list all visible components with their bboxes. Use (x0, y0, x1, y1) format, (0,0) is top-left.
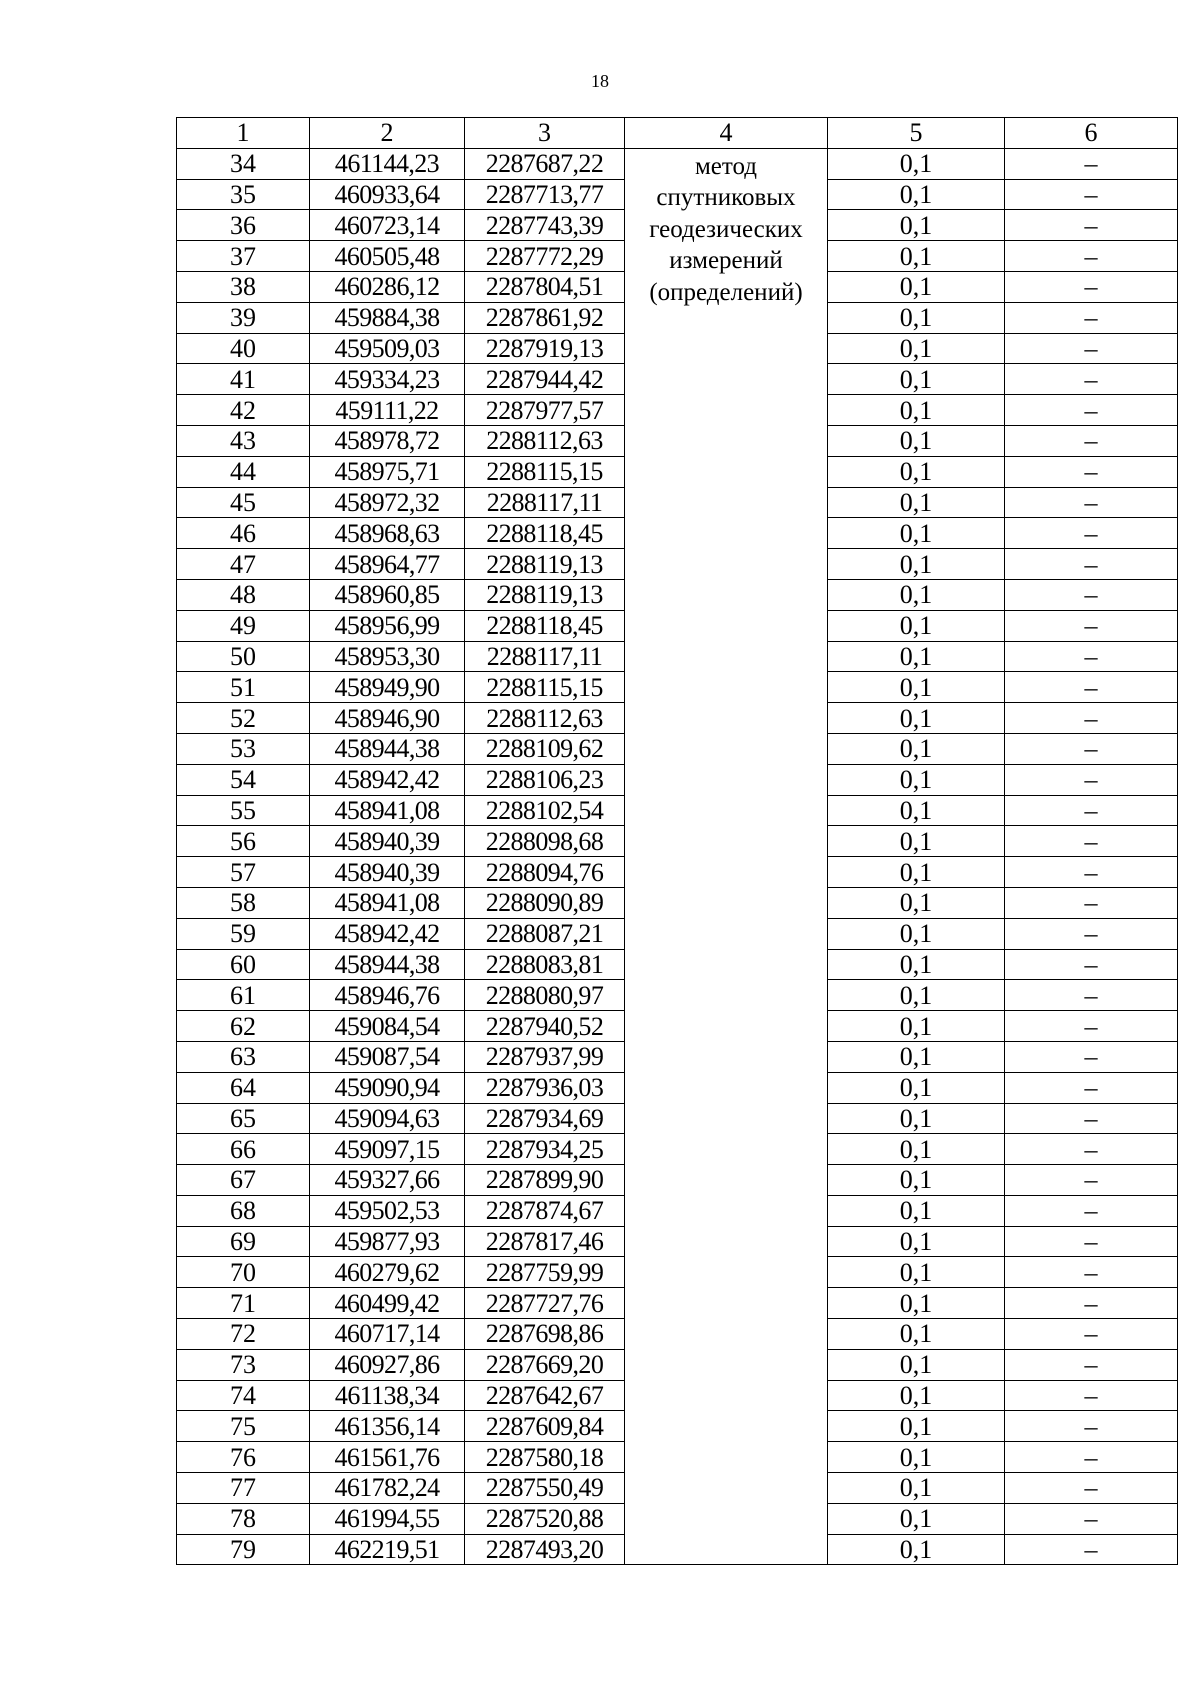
dash-cell: – (1005, 579, 1178, 610)
y-coordinate-cell: 2287520,88 (465, 1503, 625, 1534)
point-number-cell: 37 (177, 241, 310, 272)
accuracy-cell: 0,1 (828, 1442, 1005, 1473)
point-number-cell: 40 (177, 333, 310, 364)
dash-cell: – (1005, 1288, 1178, 1319)
dash-cell: – (1005, 395, 1178, 426)
accuracy-cell: 0,1 (828, 1134, 1005, 1165)
accuracy-cell: 0,1 (828, 1195, 1005, 1226)
y-coordinate-cell: 2287698,86 (465, 1319, 625, 1350)
x-coordinate-cell: 460279,62 (310, 1257, 465, 1288)
dash-cell: – (1005, 672, 1178, 703)
y-coordinate-cell: 2287550,49 (465, 1473, 625, 1504)
point-number-cell: 58 (177, 887, 310, 918)
dash-cell: – (1005, 918, 1178, 949)
y-coordinate-cell: 2287609,84 (465, 1411, 625, 1442)
y-coordinate-cell: 2288117,11 (465, 641, 625, 672)
y-coordinate-cell: 2288080,97 (465, 980, 625, 1011)
dash-cell: – (1005, 518, 1178, 549)
y-coordinate-cell: 2288098,68 (465, 826, 625, 857)
dash-cell: – (1005, 703, 1178, 734)
y-coordinate-cell: 2288118,45 (465, 518, 625, 549)
x-coordinate-cell: 458946,90 (310, 703, 465, 734)
y-coordinate-cell: 2287817,46 (465, 1226, 625, 1257)
y-coordinate-cell: 2288112,63 (465, 425, 625, 456)
x-coordinate-cell: 461994,55 (310, 1503, 465, 1534)
header-cell: 3 (465, 118, 625, 149)
x-coordinate-cell: 462219,51 (310, 1534, 465, 1565)
x-coordinate-cell: 461144,23 (310, 148, 465, 179)
x-coordinate-cell: 458941,08 (310, 887, 465, 918)
y-coordinate-cell: 2287669,20 (465, 1349, 625, 1380)
y-coordinate-cell: 2287940,52 (465, 1011, 625, 1042)
y-coordinate-cell: 2288119,13 (465, 549, 625, 580)
x-coordinate-cell: 460927,86 (310, 1349, 465, 1380)
x-coordinate-cell: 459884,38 (310, 302, 465, 333)
x-coordinate-cell: 460499,42 (310, 1288, 465, 1319)
dash-cell: – (1005, 1041, 1178, 1072)
point-number-cell: 53 (177, 733, 310, 764)
accuracy-cell: 0,1 (828, 148, 1005, 179)
table-row (177, 148, 1178, 179)
point-number-cell: 69 (177, 1226, 310, 1257)
dash-cell: – (1005, 764, 1178, 795)
header-cell: 5 (828, 118, 1005, 149)
point-number-cell: 44 (177, 456, 310, 487)
x-coordinate-cell: 458972,32 (310, 487, 465, 518)
y-coordinate-cell: 2287937,99 (465, 1041, 625, 1072)
dash-cell: – (1005, 1103, 1178, 1134)
x-coordinate-cell: 459094,63 (310, 1103, 465, 1134)
dash-cell: – (1005, 271, 1178, 302)
accuracy-cell: 0,1 (828, 333, 1005, 364)
accuracy-cell: 0,1 (828, 549, 1005, 580)
x-coordinate-cell: 459509,03 (310, 333, 465, 364)
point-number-cell: 48 (177, 579, 310, 610)
point-number-cell: 41 (177, 364, 310, 395)
dash-cell: – (1005, 1011, 1178, 1042)
accuracy-cell: 0,1 (828, 949, 1005, 980)
x-coordinate-cell: 459087,54 (310, 1041, 465, 1072)
accuracy-cell: 0,1 (828, 887, 1005, 918)
x-coordinate-cell: 458978,72 (310, 425, 465, 456)
dash-cell: – (1005, 1165, 1178, 1196)
y-coordinate-cell: 2287899,90 (465, 1165, 625, 1196)
x-coordinate-cell: 459502,53 (310, 1195, 465, 1226)
y-coordinate-cell: 2288109,62 (465, 733, 625, 764)
point-number-cell: 66 (177, 1134, 310, 1165)
dash-cell: – (1005, 148, 1178, 179)
y-coordinate-cell: 2287493,20 (465, 1534, 625, 1565)
page-number: 18 (591, 71, 609, 91)
y-coordinate-cell: 2287936,03 (465, 1072, 625, 1103)
table-body (177, 118, 1178, 1565)
coordinates-table (176, 117, 1178, 1565)
y-coordinate-cell: 2287804,51 (465, 271, 625, 302)
method-line: геодезических (649, 215, 803, 243)
dash-cell: – (1005, 487, 1178, 518)
accuracy-cell: 0,1 (828, 703, 1005, 734)
dash-cell: – (1005, 302, 1178, 333)
accuracy-cell: 0,1 (828, 1411, 1005, 1442)
x-coordinate-cell: 458944,38 (310, 949, 465, 980)
accuracy-cell: 0,1 (828, 1319, 1005, 1350)
accuracy-cell: 0,1 (828, 579, 1005, 610)
y-coordinate-cell: 2287743,39 (465, 210, 625, 241)
dash-cell: – (1005, 1195, 1178, 1226)
accuracy-cell: 0,1 (828, 1349, 1005, 1380)
dash-cell: – (1005, 1442, 1178, 1473)
method-cell (625, 148, 828, 1565)
x-coordinate-cell: 458946,76 (310, 980, 465, 1011)
y-coordinate-cell: 2287919,13 (465, 333, 625, 364)
point-number-cell: 62 (177, 1011, 310, 1042)
dash-cell: – (1005, 1503, 1178, 1534)
accuracy-cell: 0,1 (828, 456, 1005, 487)
point-number-cell: 70 (177, 1257, 310, 1288)
accuracy-cell: 0,1 (828, 918, 1005, 949)
point-number-cell: 45 (177, 487, 310, 518)
dash-cell: – (1005, 980, 1178, 1011)
accuracy-cell: 0,1 (828, 1534, 1005, 1565)
y-coordinate-cell: 2288090,89 (465, 887, 625, 918)
y-coordinate-cell: 2287580,18 (465, 1442, 625, 1473)
y-coordinate-cell: 2287977,57 (465, 395, 625, 426)
y-coordinate-cell: 2287687,22 (465, 148, 625, 179)
point-number-cell: 61 (177, 980, 310, 1011)
point-number-cell: 51 (177, 672, 310, 703)
dash-cell: – (1005, 425, 1178, 456)
dash-cell: – (1005, 795, 1178, 826)
dash-cell: – (1005, 210, 1178, 241)
y-coordinate-cell: 2288094,76 (465, 857, 625, 888)
x-coordinate-cell: 458941,08 (310, 795, 465, 826)
point-number-cell: 67 (177, 1165, 310, 1196)
accuracy-cell: 0,1 (828, 487, 1005, 518)
method-line: спутниковых (656, 184, 796, 212)
dash-cell: – (1005, 1534, 1178, 1565)
x-coordinate-cell: 459111,22 (310, 395, 465, 426)
y-coordinate-cell: 2288118,45 (465, 610, 625, 641)
y-coordinate-cell: 2288115,15 (465, 672, 625, 703)
y-coordinate-cell: 2288087,21 (465, 918, 625, 949)
point-number-cell: 64 (177, 1072, 310, 1103)
accuracy-cell: 0,1 (828, 610, 1005, 641)
method-line: (определений) (649, 278, 803, 306)
x-coordinate-cell: 458975,71 (310, 456, 465, 487)
accuracy-cell: 0,1 (828, 271, 1005, 302)
dash-cell: – (1005, 241, 1178, 272)
point-number-cell: 36 (177, 210, 310, 241)
point-number-cell: 72 (177, 1319, 310, 1350)
x-coordinate-cell: 458953,30 (310, 641, 465, 672)
x-coordinate-cell: 459084,54 (310, 1011, 465, 1042)
x-coordinate-cell: 458940,39 (310, 857, 465, 888)
point-number-cell: 65 (177, 1103, 310, 1134)
point-number-cell: 59 (177, 918, 310, 949)
accuracy-cell: 0,1 (828, 1288, 1005, 1319)
accuracy-cell: 0,1 (828, 733, 1005, 764)
accuracy-cell: 0,1 (828, 1380, 1005, 1411)
x-coordinate-cell: 458942,42 (310, 764, 465, 795)
point-number-cell: 76 (177, 1442, 310, 1473)
accuracy-cell: 0,1 (828, 764, 1005, 795)
accuracy-cell: 0,1 (828, 1226, 1005, 1257)
y-coordinate-cell: 2288115,15 (465, 456, 625, 487)
dash-cell: – (1005, 1380, 1178, 1411)
y-coordinate-cell: 2288117,11 (465, 487, 625, 518)
point-number-cell: 78 (177, 1503, 310, 1534)
x-coordinate-cell: 461561,76 (310, 1442, 465, 1473)
y-coordinate-cell: 2288112,63 (465, 703, 625, 734)
accuracy-cell: 0,1 (828, 302, 1005, 333)
accuracy-cell: 0,1 (828, 1011, 1005, 1042)
point-number-cell: 77 (177, 1473, 310, 1504)
x-coordinate-cell: 459327,66 (310, 1165, 465, 1196)
x-coordinate-cell: 460717,14 (310, 1319, 465, 1350)
point-number-cell: 56 (177, 826, 310, 857)
accuracy-cell: 0,1 (828, 857, 1005, 888)
x-coordinate-cell: 458942,42 (310, 918, 465, 949)
x-coordinate-cell: 458964,77 (310, 549, 465, 580)
accuracy-cell: 0,1 (828, 980, 1005, 1011)
x-coordinate-cell: 459877,93 (310, 1226, 465, 1257)
accuracy-cell: 0,1 (828, 1103, 1005, 1134)
dash-cell: – (1005, 456, 1178, 487)
x-coordinate-cell: 459334,23 (310, 364, 465, 395)
point-number-cell: 35 (177, 179, 310, 210)
point-number-cell: 71 (177, 1288, 310, 1319)
accuracy-cell: 0,1 (828, 241, 1005, 272)
accuracy-cell: 0,1 (828, 210, 1005, 241)
accuracy-cell: 0,1 (828, 1165, 1005, 1196)
point-number-cell: 57 (177, 857, 310, 888)
dash-cell: – (1005, 733, 1178, 764)
dash-cell: – (1005, 179, 1178, 210)
dash-cell: – (1005, 610, 1178, 641)
x-coordinate-cell: 458949,90 (310, 672, 465, 703)
x-coordinate-cell: 461138,34 (310, 1380, 465, 1411)
point-number-cell: 34 (177, 148, 310, 179)
dash-cell: – (1005, 1072, 1178, 1103)
point-number-cell: 74 (177, 1380, 310, 1411)
accuracy-cell: 0,1 (828, 1503, 1005, 1534)
y-coordinate-cell: 2287713,77 (465, 179, 625, 210)
point-number-cell: 50 (177, 641, 310, 672)
point-number-cell: 43 (177, 425, 310, 456)
accuracy-cell: 0,1 (828, 425, 1005, 456)
point-number-cell: 60 (177, 949, 310, 980)
accuracy-cell: 0,1 (828, 395, 1005, 426)
y-coordinate-cell: 2288083,81 (465, 949, 625, 980)
point-number-cell: 42 (177, 395, 310, 426)
accuracy-cell: 0,1 (828, 518, 1005, 549)
header-cell: 6 (1005, 118, 1178, 149)
x-coordinate-cell: 461782,24 (310, 1473, 465, 1504)
y-coordinate-cell: 2287861,92 (465, 302, 625, 333)
header-row (177, 118, 1178, 149)
y-coordinate-cell: 2287934,69 (465, 1103, 625, 1134)
dash-cell: – (1005, 826, 1178, 857)
dash-cell: – (1005, 887, 1178, 918)
x-coordinate-cell: 460505,48 (310, 241, 465, 272)
header-cell: 1 (177, 118, 310, 149)
x-coordinate-cell: 459090,94 (310, 1072, 465, 1103)
dash-cell: – (1005, 857, 1178, 888)
point-number-cell: 55 (177, 795, 310, 826)
point-number-cell: 54 (177, 764, 310, 795)
dash-cell: – (1005, 1319, 1178, 1350)
dash-cell: – (1005, 364, 1178, 395)
method-line: измерений (669, 247, 783, 275)
y-coordinate-cell: 2287642,67 (465, 1380, 625, 1411)
y-coordinate-cell: 2287727,76 (465, 1288, 625, 1319)
x-coordinate-cell: 460286,12 (310, 271, 465, 302)
dash-cell: – (1005, 1473, 1178, 1504)
accuracy-cell: 0,1 (828, 641, 1005, 672)
x-coordinate-cell: 458944,38 (310, 733, 465, 764)
dash-cell: – (1005, 641, 1178, 672)
accuracy-cell: 0,1 (828, 826, 1005, 857)
y-coordinate-cell: 2287772,29 (465, 241, 625, 272)
x-coordinate-cell: 459097,15 (310, 1134, 465, 1165)
point-number-cell: 75 (177, 1411, 310, 1442)
point-number-cell: 79 (177, 1534, 310, 1565)
accuracy-cell: 0,1 (828, 795, 1005, 826)
accuracy-cell: 0,1 (828, 1072, 1005, 1103)
y-coordinate-cell: 2288119,13 (465, 579, 625, 610)
x-coordinate-cell: 458960,85 (310, 579, 465, 610)
dash-cell: – (1005, 333, 1178, 364)
dash-cell: – (1005, 549, 1178, 580)
point-number-cell: 49 (177, 610, 310, 641)
y-coordinate-cell: 2288102,54 (465, 795, 625, 826)
y-coordinate-cell: 2287759,99 (465, 1257, 625, 1288)
dash-cell: – (1005, 1134, 1178, 1165)
dash-cell: – (1005, 1349, 1178, 1380)
x-coordinate-cell: 458968,63 (310, 518, 465, 549)
point-number-cell: 73 (177, 1349, 310, 1380)
accuracy-cell: 0,1 (828, 1257, 1005, 1288)
dash-cell: – (1005, 949, 1178, 980)
method-line: метод (694, 152, 757, 180)
accuracy-cell: 0,1 (828, 179, 1005, 210)
point-number-cell: 68 (177, 1195, 310, 1226)
point-number-cell: 63 (177, 1041, 310, 1072)
x-coordinate-cell: 460723,14 (310, 210, 465, 241)
y-coordinate-cell: 2287934,25 (465, 1134, 625, 1165)
dash-cell: – (1005, 1226, 1178, 1257)
x-coordinate-cell: 458940,39 (310, 826, 465, 857)
header-cell: 4 (625, 118, 828, 149)
dash-cell: – (1005, 1257, 1178, 1288)
x-coordinate-cell: 458956,99 (310, 610, 465, 641)
y-coordinate-cell: 2287944,42 (465, 364, 625, 395)
point-number-cell: 47 (177, 549, 310, 580)
header-cell: 2 (310, 118, 465, 149)
accuracy-cell: 0,1 (828, 1473, 1005, 1504)
point-number-cell: 46 (177, 518, 310, 549)
y-coordinate-cell: 2288106,23 (465, 764, 625, 795)
accuracy-cell: 0,1 (828, 672, 1005, 703)
accuracy-cell: 0,1 (828, 1041, 1005, 1072)
x-coordinate-cell: 461356,14 (310, 1411, 465, 1442)
point-number-cell: 38 (177, 271, 310, 302)
dash-cell: – (1005, 1411, 1178, 1442)
point-number-cell: 39 (177, 302, 310, 333)
point-number-cell: 52 (177, 703, 310, 734)
accuracy-cell: 0,1 (828, 364, 1005, 395)
y-coordinate-cell: 2287874,67 (465, 1195, 625, 1226)
x-coordinate-cell: 460933,64 (310, 179, 465, 210)
